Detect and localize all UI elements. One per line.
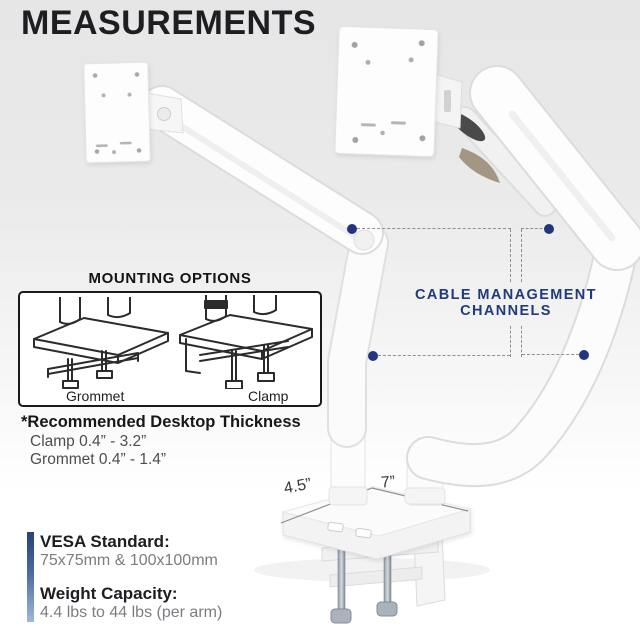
vesa-standard-label: VESA Standard: xyxy=(40,532,170,551)
desktop-thickness-heading: *Recommended Desktop Thickness xyxy=(21,413,301,431)
weight-capacity-value: 4.4 lbs to 44 lbs (per arm) xyxy=(40,604,223,621)
callout-line xyxy=(510,326,511,357)
callout-line xyxy=(510,229,511,282)
grommet-thickness-range: Grommet 0.4” - 1.4” xyxy=(30,451,167,468)
cable-channel-dot xyxy=(368,351,378,361)
grommet-label: Grommet xyxy=(66,388,125,404)
base-depth-dimension: 4.5” xyxy=(282,475,313,498)
specs-accent-bar xyxy=(27,532,34,622)
callout-line xyxy=(521,326,522,357)
callout-line xyxy=(521,229,522,282)
clamp-thickness-range: Clamp 0.4” - 3.2” xyxy=(30,433,147,450)
base-width-dimension: 7” xyxy=(380,473,396,492)
cable-channel-dot xyxy=(579,350,589,360)
callout-line xyxy=(378,355,510,356)
cable-channel-dot xyxy=(347,224,357,234)
cable-management-label: CABLE MANAGEMENT CHANNELS xyxy=(415,287,597,319)
mounting-options-box xyxy=(18,291,322,407)
vesa-plate-left xyxy=(84,62,151,163)
grommet-mount-icon xyxy=(24,297,176,389)
callout-line xyxy=(522,354,584,355)
weight-capacity-label: Weight Capacity: xyxy=(40,584,178,603)
cable-channel-dot xyxy=(544,224,554,234)
page-title: MEASUREMENTS xyxy=(21,4,317,42)
clamp-label: Clamp xyxy=(248,388,289,404)
callout-line xyxy=(357,228,511,229)
vesa-standard-value: 75x75mm & 100x100mm xyxy=(40,552,218,569)
clamp-mount-icon xyxy=(172,295,318,389)
vesa-plate-right xyxy=(335,26,438,156)
mounting-options-heading: MOUNTING OPTIONS xyxy=(88,270,252,287)
